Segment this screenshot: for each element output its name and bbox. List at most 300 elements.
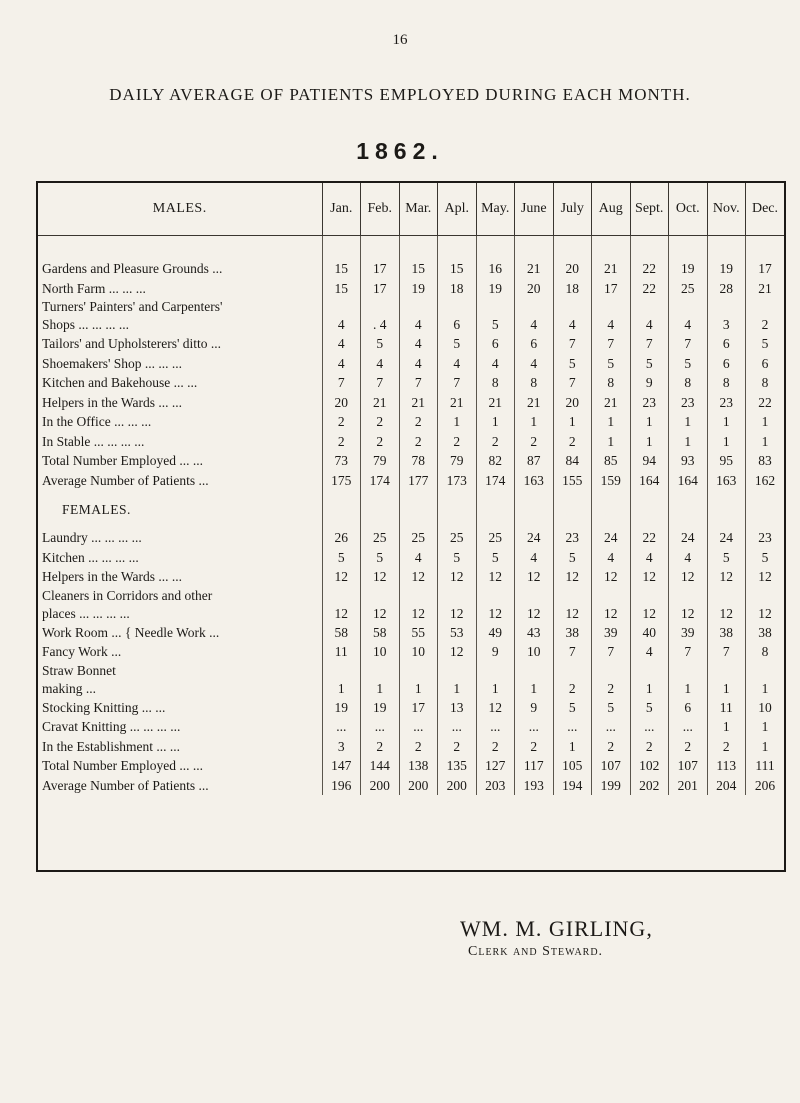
table-cell: 135 [438,756,477,776]
table-cell: 12 [746,567,785,587]
table-cell: 25 [476,528,515,548]
table-cell: 58 [361,623,400,643]
table-cell: 1 [746,432,785,452]
table-cell: 13 [438,698,477,718]
signature-name: WM. M. GIRLING, [460,916,653,941]
table-cell: 4 [322,298,361,334]
row-label-line: In the Establishment ... ... [42,738,180,754]
table-cell: 24 [669,528,708,548]
table-row [38,354,784,374]
table-cell: ... [322,717,361,737]
table-cell: 174 [476,471,515,491]
table-cell: 5 [553,698,592,718]
table-cell: 12 [476,587,515,623]
table-cell: 5 [361,548,400,568]
table-cell: 12 [707,567,746,587]
row-label-line: making ... [42,680,96,696]
month-header: Apl. [438,183,477,236]
table-cell: 23 [707,393,746,413]
row-label-line: Shoemakers' Shop ... ... ... [42,355,183,371]
males-header: MALES. [38,183,322,236]
table-cell: 8 [669,373,708,393]
row-label-line: Kitchen and Bakehouse ... ... [42,375,198,390]
table-cell: 25 [669,279,708,299]
table-cell: 20 [322,393,361,413]
table-cell: 4 [515,354,554,374]
table-cell: 105 [553,756,592,776]
table-cell: 1 [399,662,438,698]
table-cell: 1 [746,412,785,432]
table-cell: 12 [322,587,361,623]
row-label-line: Tailors' and Upholsterers' ditto ... [42,336,222,351]
table-cell: 58 [322,623,361,643]
table-cell: 1 [630,662,669,698]
table-cell: 1 [553,737,592,757]
row-label-line: Average Number of Patients ... [42,777,209,793]
table-cell: 9 [476,642,515,662]
table-cell: 2 [361,412,400,432]
table-row [38,259,784,279]
row-label [38,451,322,471]
table-cell: 4 [553,298,592,334]
table-cell: 4 [438,354,477,374]
table-row [38,373,784,393]
table-cell: 7 [669,642,708,662]
table-cell: 11 [322,642,361,662]
row-label [38,373,322,393]
table-cell: 6 [746,354,785,374]
table-row [38,393,784,413]
table-cell: 206 [746,776,785,796]
table-cell: 174 [361,471,400,491]
table-cell: 1 [438,662,477,698]
month-header: Nov. [707,183,746,236]
table-cell: 1 [746,717,785,737]
table-cell: 23 [746,528,785,548]
table-cell: 5 [438,548,477,568]
table-cell: 10 [746,698,785,718]
table-cell: 5 [592,354,631,374]
row-label [38,259,322,279]
table-cell: 21 [746,279,785,299]
table-cell: 163 [515,471,554,491]
table-row [38,623,784,643]
row-label [38,548,322,568]
row-label [38,717,322,737]
table-cell: 12 [592,587,631,623]
table-cell: 155 [553,471,592,491]
table-cell: 102 [630,756,669,776]
table-cell: 21 [476,393,515,413]
table-cell: 194 [553,776,592,796]
table-cell: 21 [399,393,438,413]
table-cell: ... [553,717,592,737]
table-row [38,432,784,452]
table-cell: 7 [322,373,361,393]
table-cell: 55 [399,623,438,643]
table-cell: 10 [399,642,438,662]
table-cell: 2 [399,737,438,757]
table-cell: 111 [746,756,785,776]
table-cell: 78 [399,451,438,471]
month-header: Oct. [669,183,708,236]
table-cell: 12 [399,567,438,587]
table-cell: 17 [592,279,631,299]
table-cell: 4 [515,298,554,334]
table-cell: 1 [707,662,746,698]
table-cell: 12 [476,698,515,718]
table-cell: 1 [361,662,400,698]
table-cell: 4 [361,354,400,374]
table-cell: 2 [746,298,785,334]
table-cell: 12 [669,567,708,587]
table-cell: 117 [515,756,554,776]
table-cell: 22 [630,279,669,299]
month-header: Feb. [361,183,400,236]
row-label-line: Total Number Employed ... ... [42,453,204,468]
table-cell: 1 [669,412,708,432]
year-heading: 1862. [356,138,444,164]
table-cell: 175 [322,471,361,491]
row-label [38,471,322,491]
table-cell: 3 [707,298,746,334]
table-cell: 6 [707,354,746,374]
table-cell: 17 [746,259,785,279]
table-cell: 2 [438,737,477,757]
table-cell: 4 [399,354,438,374]
table-cell: 12 [438,567,477,587]
table-cell: 8 [515,373,554,393]
row-label [38,587,322,623]
table-row [38,412,784,432]
table-cell: 164 [669,471,708,491]
table-cell: 4 [515,548,554,568]
table-cell: 12 [630,587,669,623]
row-label-line: Kitchen ... ... ... ... [42,549,139,565]
table-cell: 144 [361,756,400,776]
table-cell: 138 [399,756,438,776]
table-cell: ... [476,717,515,737]
table-cell: 5 [438,334,477,354]
table-cell: 4 [322,334,361,354]
page-title: DAILY AVERAGE OF PATIENTS EMPLOYED DURING EACH MONTH. [109,85,691,104]
table-cell: 5 [630,698,669,718]
table-cell: 1 [669,662,708,698]
table-cell: 10 [361,642,400,662]
table-cell: 7 [553,373,592,393]
table-cell: 1 [707,432,746,452]
table-cell: 5 [553,354,592,374]
table-cell: 1 [476,662,515,698]
table-row [38,756,784,776]
females-section-row [38,490,784,528]
month-header: June [515,183,554,236]
table-cell: 12 [361,587,400,623]
table-cell: 38 [746,623,785,643]
row-label-line: Cleaners in Corridors and other [42,587,213,603]
row-label [38,737,322,757]
table-cell: 15 [322,259,361,279]
employment-table [38,183,784,795]
table-cell: 22 [746,393,785,413]
table-cell: 6 [476,334,515,354]
table-cell: 5 [476,548,515,568]
table-cell: 4 [669,548,708,568]
table-cell: 19 [322,698,361,718]
table-cell: 204 [707,776,746,796]
month-header: Sept. [630,183,669,236]
row-label [38,623,322,643]
table-cell: 15 [438,259,477,279]
table-cell: ... [438,717,477,737]
table-cell: 4 [476,354,515,374]
table-cell: 21 [515,259,554,279]
table-cell: 2 [438,432,477,452]
table-cell: 1 [438,412,477,432]
table-cell: 12 [630,567,669,587]
table-cell: 2 [322,432,361,452]
row-label-line: Average Number of Patients ... [42,472,209,488]
table-cell: 164 [630,471,669,491]
table-row [38,334,784,354]
table-cell: 2 [515,432,554,452]
table-cell: 19 [361,698,400,718]
table-cell: 2 [399,432,438,452]
table-cell: 84 [553,451,592,471]
table-cell: 87 [515,451,554,471]
row-label-line: Fancy Work ... [42,644,122,659]
table-cell: 24 [592,528,631,548]
table-cell: 5 [361,334,400,354]
row-label [38,354,322,374]
month-header: Aug [592,183,631,236]
table-cell: 79 [438,451,477,471]
table-cell: 79 [361,451,400,471]
row-label [38,776,322,796]
table-cell: 193 [515,776,554,796]
table-cell: 199 [592,776,631,796]
table-cell: 159 [592,471,631,491]
table-cell: 18 [553,279,592,299]
table-cell: 23 [553,528,592,548]
table-cell: 7 [438,373,477,393]
table-cell: 5 [669,354,708,374]
table-cell: 163 [707,471,746,491]
table-cell: 38 [707,623,746,643]
row-label-line: Gardens and Pleasure Grounds ... [42,261,223,276]
table-cell: 12 [515,567,554,587]
table-row [38,528,784,548]
table-cell: 5 [553,548,592,568]
row-label [38,567,322,587]
table-cell: 113 [707,756,746,776]
row-label-line: Straw Bonnet [42,662,116,678]
table-cell: 4 [399,298,438,334]
table-cell: ... [630,717,669,737]
table-cell: 17 [361,259,400,279]
month-header: Jan. [322,183,361,236]
table-cell: 5 [476,298,515,334]
table-cell: 1 [707,717,746,737]
table-cell: 2 [361,737,400,757]
table-cell: 1 [592,432,631,452]
table-cell: 4 [399,334,438,354]
table-cell: 9 [515,698,554,718]
table-cell: 7 [553,334,592,354]
table-cell: 49 [476,623,515,643]
table-cell: 200 [361,776,400,796]
table-cell: 38 [553,623,592,643]
table-body [38,236,784,796]
table-cell: 7 [669,334,708,354]
table-cell: 12 [476,567,515,587]
table-cell: 2 [707,737,746,757]
table-cell: 18 [438,279,477,299]
table-row [38,662,784,698]
table-cell: 5 [630,354,669,374]
table-cell: 1 [553,412,592,432]
table-cell: 12 [553,587,592,623]
table-cell: 26 [322,528,361,548]
table-cell: 21 [438,393,477,413]
table-cell: 24 [707,528,746,548]
table-cell: 83 [746,451,785,471]
table-cell: 6 [438,298,477,334]
table-cell: 15 [322,279,361,299]
month-header: July [553,183,592,236]
table-cell: 21 [515,393,554,413]
table-cell: 7 [399,373,438,393]
row-label-line: In the Office ... ... ... [42,414,152,429]
table-cell: 19 [669,259,708,279]
row-label-line: Helpers in the Wards ... ... [42,569,183,584]
table-cell: 25 [361,528,400,548]
table-cell: 2 [592,737,631,757]
table-cell: 17 [399,698,438,718]
table-cell: 196 [322,776,361,796]
row-label [38,642,322,662]
table-cell: ... [361,717,400,737]
table-row [38,471,784,491]
table-cell: 12 [438,642,477,662]
row-label [38,334,322,354]
table-cell: 2 [630,737,669,757]
table-header-row [38,183,784,236]
row-label [38,412,322,432]
table-cell: 43 [515,623,554,643]
table-cell: 12 [592,567,631,587]
table-cell: 6 [707,334,746,354]
table-cell: 173 [438,471,477,491]
table-row [38,587,784,623]
table-cell: 85 [592,451,631,471]
table-cell: 73 [322,451,361,471]
table-cell: 12 [399,587,438,623]
table-cell: 1 [322,662,361,698]
table-row [38,776,784,796]
table-cell: 2 [669,737,708,757]
table-cell: 2 [399,412,438,432]
table-cell: 12 [553,567,592,587]
table-cell: 28 [707,279,746,299]
table-cell: 201 [669,776,708,796]
table-cell: 21 [361,393,400,413]
table-cell: 1 [630,412,669,432]
table-cell: 4 [399,548,438,568]
table-row [38,737,784,757]
table-cell: 1 [476,412,515,432]
table-cell: 15 [399,259,438,279]
table-row [38,279,784,299]
signature-role: Clerk and Steward. [468,944,604,959]
table-cell: 8 [746,373,785,393]
table-cell: 19 [707,259,746,279]
row-label [38,528,322,548]
table-cell: 20 [553,393,592,413]
table-cell: 5 [322,548,361,568]
table-cell: 82 [476,451,515,471]
table-cell: 1 [707,412,746,432]
table-cell: 11 [707,698,746,718]
table-cell: 203 [476,776,515,796]
table-cell: ... [592,717,631,737]
table-cell: 7 [592,334,631,354]
month-header: Dec. [746,183,785,236]
table-cell: 2 [592,662,631,698]
table-cell: 39 [592,623,631,643]
table-cell: 1 [669,432,708,452]
table-cell: 17 [361,279,400,299]
table-cell: 2 [322,412,361,432]
table-cell: 1 [515,662,554,698]
row-label-line: Total Number Employed ... ... [42,758,204,773]
table-row [38,451,784,471]
table-cell: 12 [322,567,361,587]
table-cell: 200 [399,776,438,796]
table-cell: 21 [592,393,631,413]
row-label-line: Helpers in the Wards ... ... [42,394,183,410]
table-cell: 7 [707,642,746,662]
month-header: May. [476,183,515,236]
table-cell: 16 [476,259,515,279]
spacer-row [38,236,784,260]
table-cell: 5 [707,548,746,568]
table-cell: 22 [630,259,669,279]
table-cell: 5 [746,548,785,568]
table-cell: 7 [361,373,400,393]
table-cell: 107 [592,756,631,776]
table-cell: 127 [476,756,515,776]
row-label-line: In Stable ... ... ... ... [42,433,145,449]
table-cell: 95 [707,451,746,471]
page-number: 16 [392,32,408,48]
table-cell: 10 [515,642,554,662]
table-cell: 2 [476,737,515,757]
table-row [38,642,784,662]
table-cell: 5 [592,698,631,718]
row-label [38,756,322,776]
table-cell: ... [515,717,554,737]
table-cell: 8 [476,373,515,393]
table-row [38,717,784,737]
table-cell: 4 [630,642,669,662]
table-cell: 2 [553,432,592,452]
row-label-line: Turners' Painters' and Carpenters' [42,299,223,314]
employment-table-frame [36,181,786,872]
table-cell: 23 [630,393,669,413]
table-cell: ... [669,717,708,737]
row-label-line: North Farm ... ... ... [42,280,146,296]
